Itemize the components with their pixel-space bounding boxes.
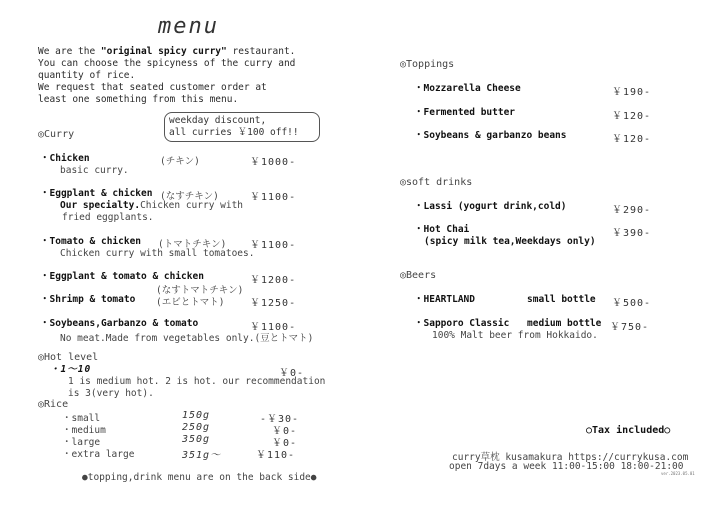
rice-grams: 250g (182, 422, 211, 433)
hot-level-note-2: is 3(very hot). (68, 388, 154, 399)
curry-item-price: ￥1100- (250, 240, 297, 251)
curry-item-jp: (なすトマトチキン) (156, 285, 244, 296)
discount-line-2: all curries ￥100 off!! (169, 127, 299, 138)
beer-item-size: small bottle (527, 294, 596, 305)
footer-version: ver.2023.05.01 (661, 471, 695, 476)
curry-item-jp: (エビとトマト) (156, 297, 225, 308)
rice-grams: 350g (182, 434, 211, 445)
drink-item-price: ￥390- (612, 228, 652, 239)
footer-hours-line: open 7days a week 11:00-15:00 18:00-21:00 (449, 461, 684, 472)
footer-shop-line: curry草枕 kusamakura https://currykusa.com (452, 452, 689, 463)
topping-item-price: ￥190- (612, 87, 652, 98)
curry-item-jp: (なすチキン) (160, 191, 219, 202)
intro-line-3: quantity of rice. (38, 70, 136, 81)
curry-item-desc: basic curry. (60, 165, 129, 176)
topping-item-price: ￥120- (612, 134, 652, 145)
rice-grams: 351g〜 (182, 450, 222, 461)
drink-item-name: ・Hot Chai (414, 224, 470, 235)
drink-item-price: ￥290- (612, 205, 652, 216)
curry-item-name: ・Shrimp & tomato (40, 294, 136, 305)
curry-item-name: ・Chicken (40, 153, 90, 164)
curry-item-desc: No meat.Made from vegetables only.(豆とトマト) (60, 333, 314, 344)
curry-item-name: ・Eggplant & chicken (40, 188, 153, 199)
beer-item-price: ￥500- (612, 298, 652, 309)
curry-heading: ◎Curry (38, 129, 75, 140)
hot-level-heading: ◎Hot level (38, 352, 99, 363)
curry-item-desc: Our specialty.Chicken curry with (60, 200, 244, 211)
rice-size: ・large (62, 437, 101, 448)
rice-size: ・small (62, 413, 101, 424)
curry-item-price: ￥1100- (250, 192, 297, 203)
topping-item-name: ・Soybeans & garbanzo beans (414, 130, 567, 141)
rice-size: ・medium (62, 425, 106, 436)
rice-heading: ◎Rice (38, 399, 69, 410)
toppings-heading: ◎Toppings (400, 59, 455, 70)
curry-item-jp: (トマトチキン) (158, 239, 227, 250)
rice-price: -￥30- (260, 414, 300, 425)
discount-line-1: weekday discount, (169, 115, 267, 126)
beer-item-price: ￥750- (610, 322, 650, 333)
tax-note: ○Tax included○ (586, 425, 671, 436)
curry-item-price: ￥1250- (250, 298, 297, 309)
topping-item-price: ￥120- (612, 111, 652, 122)
topping-item-name: ・Mozzarella Cheese (414, 83, 521, 94)
curry-item-price: ￥1200- (250, 275, 297, 286)
beers-heading: ◎Beers (400, 270, 437, 281)
hot-level-note-1: 1 is medium hot. 2 is hot. our recommendation (68, 376, 326, 387)
curry-item-price: ￥1100- (250, 322, 297, 333)
beer-item-sub: 100% Malt beer from Hokkaido. (432, 330, 598, 341)
hot-level-price: ￥0- (279, 368, 305, 379)
hot-level-range: ・1〜10 (50, 364, 92, 375)
soft-drinks-heading: ◎soft drinks (400, 177, 473, 188)
intro-line-5: least one something from this menu. (38, 94, 239, 105)
rice-grams: 150g (182, 410, 211, 421)
curry-item-jp: (チキン) (160, 156, 200, 167)
beer-item-size: medium bottle (527, 318, 602, 329)
beer-item-name: ・HEARTLAND (414, 294, 475, 305)
rice-price: ￥0- (272, 426, 298, 437)
weekday-discount-box (164, 112, 320, 142)
rice-price: ￥0- (272, 438, 298, 449)
intro-line-2: You can choose the spicyness of the curry and (38, 58, 296, 69)
intro-line-4: We request that seated customer order at (38, 82, 267, 93)
back-side-note: ●topping,drink menu are on the back side● (82, 472, 317, 483)
beer-item-name: ・Sapporo Classic (414, 318, 510, 329)
curry-item-desc-2: fried eggplants. (62, 212, 154, 223)
rice-size: ・extra large (62, 449, 135, 460)
topping-item-name: ・Fermented butter (414, 107, 516, 118)
curry-item-name: ・Soybeans,Garbanzo & tomato (40, 318, 199, 329)
drink-item-sub: (spicy milk tea,Weekdays only) (424, 236, 596, 247)
drink-item-name: ・Lassi (yogurt drink,cold) (414, 201, 567, 212)
curry-item-name: ・Eggplant & tomato & chicken (40, 271, 204, 282)
intro-line-1: We are the "original spicy curry" restaurant. (38, 46, 296, 57)
rice-price: ￥110- (256, 450, 296, 461)
menu-title: menu (158, 14, 219, 39)
curry-item-desc: Chicken curry with small tomatoes. (60, 248, 255, 259)
curry-item-price: ￥1000- (250, 157, 297, 168)
curry-item-name: ・Tomato & chicken (40, 236, 142, 247)
